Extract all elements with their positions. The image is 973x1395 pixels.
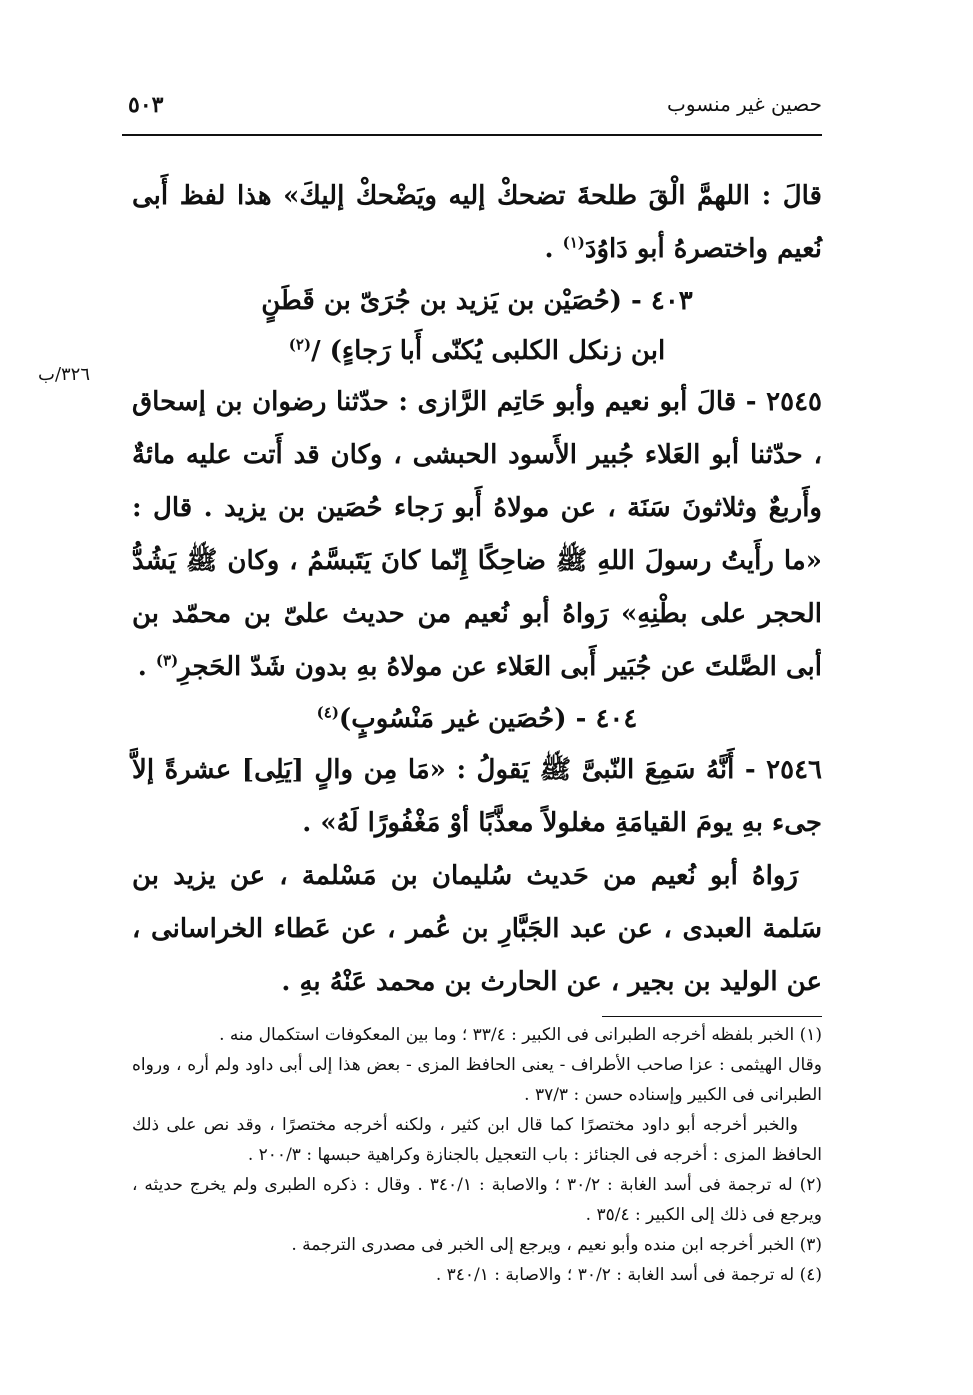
- footnote-4: (٤) له ترجمة فى أسد الغابة : ٣٠/٢ ؛ والاصابة : ٣٤٠/١ .: [435, 1265, 822, 1285]
- hadith-2546-riwaya: رَواهُ أبو نُعيم من حَديث سُليمان بن مَسْلمة ، عن يزيد بن سَلمة العبدى ، عن عبد الجَبَّارِ بن عُمر ، عن عَطاء الخراسانى ، عن الوليد بن بجير ، عن الحارث بن محمد عَنْهُ بهِ .: [132, 861, 822, 997]
- hadith-2546: ٢٥٤٦ - أَنَّهُ سَمِعَ النّبىَّ ﷺ يَقولُ : «مَا مِن والٍ [يَلِى] عشرةً إلاَّ جىء بهِ يومَ القيامَةِ مغلولاً معذَّبًا أوْ مَغْفُورًا لَهُ» .: [132, 755, 822, 838]
- footnote-1-cont-b: والخبر أخرجه أبو داود مختصرًا كما قال ابن كثير ، ولكنه أخرجه مختصرًا ، وقد نص على ذلك الحافظ المزى : أخرجه فى الجنائز : باب التعجيل بالجنازة وكراهية حبسها : ٢٠٠/٣ .: [132, 1115, 822, 1165]
- hadith-2545-text: ٢٥٤٥ - قالَ أبو نعيم وأبو حَاتِم الرَّازى : حدّثنا رضوان بن إسحاق ، حدّثنا أبو العَلاء جُبير الأَسود الحبشى ، وكان قد أَتت عليه مائةٌ وأَربعٌ وثلاثونَ سَنَة ، عن مولاهُ أَبو رَجاء حُصَين بن يزيد . قال : «ما رأَيتُ رسولَ اللهِ ﷺ ضاحِكًا إِنّما كانَ يَتَبسَّمُ ، وكان ﷺ يَشُدُّ الحجر على بطْنِهِ» رَواهُ أبو نُعيم من حديث علىّ بن محمّد بن أبى الصَّلتَ عن جُبَير أَبى العَلاء عن مولاهُ بهِ بدون شَدّ الحَجرِ: [132, 387, 822, 682]
- main-text: [132, 170, 822, 1009]
- running-header: [122, 92, 822, 128]
- page-number: ٥٠٣: [128, 92, 164, 118]
- header-rule: [122, 134, 822, 136]
- margin-folio-note: ٣٢٦/ب: [38, 364, 91, 385]
- hadith-2545-end: .: [137, 652, 156, 682]
- footnote-ref-3: (٣): [155, 651, 179, 670]
- entry-403-title-line2: [132, 326, 822, 376]
- intro-end: .: [544, 234, 563, 264]
- footnote-2: (٢) له ترجمة فى أسد الغابة : ٣٠/٢ ؛ والاصابة : ٣٤٠/١ . وقال : ذكره الطبرى ولم يخرج حديثه ، ويرجع فى ذلك إلى الكبير : ٣٥/٤ .: [132, 1175, 823, 1225]
- entry-403-title-line1: ٤٠٣ - (حُصَيْن بن يَزيد بن جُرَىّ بن قَطَنٍ: [261, 286, 693, 316]
- intro-paragraph: [132, 170, 822, 276]
- entry-403-title-text: ابن زنكل الكلبى يُكنّى أَبا رَجاءٍ) /: [311, 336, 666, 366]
- footnote-1: (١) الخبر بلفظه أخرجه الطبرانى فى الكبير : ٣٣/٤ ؛ وما بين المعكوفات استكمال منه .: [219, 1025, 822, 1045]
- footnote-ref-1: (١): [562, 233, 585, 252]
- footnote-1-cont-a: وقال الهيثمى : عزا صاحب الأطراف - يعنى الحافظ المزى - بعض هذا إلى أبى داود ولم أره ، ورواه الطبرانى فى الكبير وإسناده حسن : ٣٧/٣ .: [132, 1055, 822, 1105]
- running-title: حصين غير منسوب: [667, 92, 822, 116]
- intro-text: قالَ : اللهمَّ الْقَ طلحةَ تضحكْ إليه ويَضْحكْ إليكَ» هذا لفظ أَبى نُعيم واختصرهُ أبو دَاوُدَ: [132, 181, 822, 264]
- footnote-rule: [602, 1016, 822, 1017]
- footnotes: [132, 1020, 822, 1290]
- footnote-ref-2: (٢): [288, 335, 312, 354]
- footnote-3: (٣) الخبر أخرجه ابن منده وأبو نعيم ، ويرجع إلى الخبر فى مصدرى الترجمة .: [291, 1235, 822, 1255]
- entry-404-title-text: ٤٠٤ - (حُصَين غير مَنْسُوبٍ): [338, 704, 638, 734]
- footnote-ref-4: (٤): [316, 703, 339, 722]
- entry-404-title: [132, 694, 822, 744]
- hadith-2545: [132, 376, 822, 694]
